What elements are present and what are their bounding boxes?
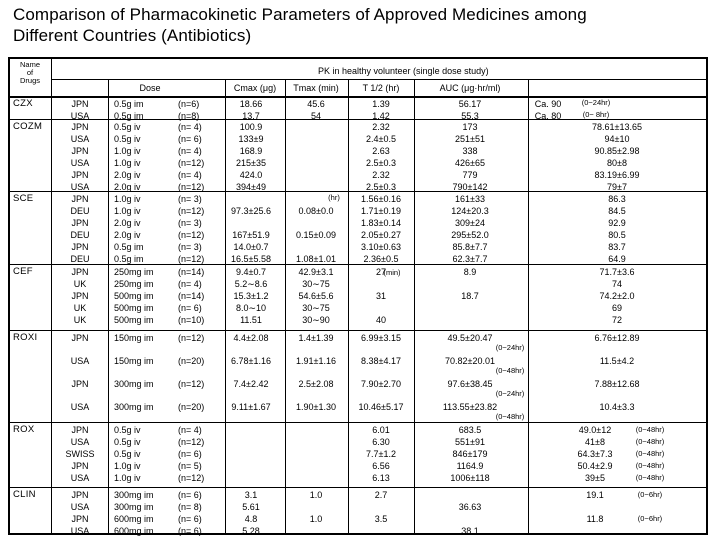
drug-name-sce: SCE [13,193,34,204]
group-separator-roxi [10,422,706,423]
row-dose: 2.0g iv [114,218,141,228]
drug-name-czx: CZX [13,98,33,109]
row-auc: 683.5 [458,425,482,435]
row-country: USA [70,502,90,512]
row-tmax: 2.5±2.08 [298,379,334,389]
row-auc-note: (0−24hr) [495,389,525,398]
row-country: JPN [71,333,89,343]
group-separator-sce [10,264,706,265]
row-n: (n= 3) [178,218,202,228]
row-cmax: 6.78±1.16 [231,356,271,366]
row-cmax: 9.4±0.7 [236,267,266,277]
row-country: JPN [71,99,89,109]
row-tmax: 1.0 [309,490,323,500]
row-auc: 36.63 [458,502,482,512]
group-separator-czx [10,119,706,120]
row-cmax: 4.8 [244,514,258,524]
row-dose: 1.0g iv [114,194,141,204]
row-t12: 6.13 [372,473,390,483]
drug-name-roxi: ROXI [13,332,38,343]
row-urine: 80.5 [608,230,626,240]
row-dose: 1.0g iv [114,146,141,156]
row-dose: 1.0g iv [114,206,141,216]
row-cmax: 394±49 [236,182,266,192]
row-country: JPN [71,194,89,204]
row-n: (n=6) [178,99,200,109]
row-t12: 2.5±0.3 [366,158,396,168]
row-tmax: 1.08±1.01 [296,254,336,264]
row-urine: 19.1 [586,490,604,500]
row-dose: 0.5g iv [114,449,141,459]
drug-name-clin: CLIN [13,489,36,500]
row-dose: 600mg im [114,514,154,524]
row-urine: 39±5 [585,473,605,483]
row-dose: 2.0g iv [114,182,141,192]
row-country: DEU [70,230,90,240]
row-dose: 250mg im [114,267,154,277]
row-urine-note: (0− 8hr) [582,110,610,119]
row-n: (n=14) [178,291,205,301]
row-dose: 1.0g iv [114,461,141,471]
row-country: JPN [71,122,89,132]
row-t12: 1.42 [372,111,390,121]
row-urine-note: (0−48hr) [635,425,665,434]
row-t12: 1.56±0.16 [361,194,401,204]
row-dose: 300mg im [114,379,154,389]
row-dose: 2.0g iv [114,230,141,240]
row-dose: 0.5g iv [114,122,141,132]
row-n: (n=14) [178,267,205,277]
row-n: (n= 4) [178,279,202,289]
row-country: USA [70,158,90,168]
row-cmax: 7.4±2.42 [233,379,269,389]
row-urine: 64.3±7.3 [577,449,613,459]
row-n: (n=12) [178,206,205,216]
pk-table [8,57,708,535]
row-cmax: 13.7 [242,111,260,121]
row-urine-note: (0−48hr) [635,437,665,446]
row-cmax: 168.9 [239,146,263,156]
row-n: (n= 6) [178,449,202,459]
group-separator-cozm [10,191,706,192]
row-country: JPN [71,218,89,228]
row-auc: 70.82±20.01 [445,356,495,366]
row-n: (n=12) [178,437,205,447]
row-n: (n= 4) [178,146,202,156]
row-urine: 74 [611,279,622,289]
row-cmax: 14.0±0.7 [233,242,269,252]
row-dose: 300mg im [114,490,154,500]
row-country: USA [70,526,90,536]
row-country: USA [70,437,90,447]
row-urine: 92.9 [608,218,626,228]
row-urine: Ca. 90 [534,99,562,109]
row-n: (n=8) [178,111,200,121]
row-n: (n=12) [178,333,205,343]
tmax-hr-unit: (hr) [328,193,340,202]
row-dose: 0.5g im [114,99,144,109]
row-auc-note: (0−48hr) [495,412,525,421]
row-dose: 1.0g iv [114,473,141,483]
row-t12: 1.83±0.14 [361,218,401,228]
row-urine-note: (0−48hr) [635,449,665,458]
row-cmax: 8.0∼10 [235,303,267,313]
row-country: SWISS [65,449,95,459]
row-n: (n= 5) [178,461,202,471]
row-auc: 1006±118 [450,473,490,483]
row-auc: 8.9 [463,267,477,277]
row-dose: 0.5g im [114,254,144,264]
row-dose: 300mg im [114,402,154,412]
row-dose: 250mg im [114,279,154,289]
row-n: (n= 6) [178,134,202,144]
row-country: JPN [71,461,89,471]
row-tmax: 1.4±1.39 [298,333,334,343]
row-n: (n= 3) [178,194,202,204]
row-n: (n=12) [178,379,205,389]
row-cmax: 133±9 [238,134,264,144]
row-auc: 85.8±7.7 [452,242,488,252]
row-urine: 80±8 [607,158,627,168]
row-urine: 10.4±3.3 [599,402,635,412]
row-auc: 790±142 [452,182,488,192]
row-urine: 71.7±3.6 [599,267,635,277]
row-urine: 11.5±4.2 [599,356,635,366]
row-dose: 500mg im [114,303,154,313]
row-t12: 27 [375,267,386,277]
row-t12: 2.32 [372,170,390,180]
row-auc: 38.1 [461,526,479,536]
row-country: UK [73,303,87,313]
row-auc: 97.6±38.45 [447,379,493,389]
row-country: DEU [70,206,90,216]
row-urine-note: (0−6hr) [637,514,663,523]
row-country: USA [70,473,90,483]
row-urine: 7.88±12.68 [594,379,640,389]
row-t12: 2.7 [374,490,388,500]
row-urine: 64.9 [608,254,626,264]
row-cmax: 215±35 [236,158,266,168]
row-n: (n= 6) [178,490,202,500]
row-t12: 6.56 [372,461,390,471]
row-cmax: 5.2∼8.6 [234,279,268,289]
row-auc: 161±33 [455,194,485,204]
row-auc: 779 [462,170,478,180]
row-urine: 41±8 [585,437,605,447]
header-t12: T 1/2 (hr) [362,83,400,93]
row-cmax: 4.4±2.08 [233,333,269,343]
row-t12: 2.36±0.5 [363,254,399,264]
row-urine: 69 [611,303,622,313]
row-n: (n=10) [178,315,205,325]
page-title [13,4,713,46]
row-dose: 600mg im [114,526,154,536]
row-country: JPN [71,170,89,180]
row-n: (n= 8) [178,502,202,512]
row-auc: 1164.9 [456,461,484,471]
row-cmax: 424.0 [239,170,263,180]
row-n: (n=12) [178,254,205,264]
row-dose: 2.0g iv [114,170,141,180]
row-cmax: 9.11±1.67 [231,402,271,412]
drug-name-cozm: COZM [13,121,43,132]
row-cmax: 5.61 [242,502,260,512]
row-tmax: 54.6±5.6 [298,291,334,301]
row-urine-note: (0−48hr) [635,461,665,470]
row-urine: 84.5 [608,206,626,216]
row-country: USA [70,134,90,144]
header-name-of-drugs: Name [19,60,40,69]
header-dose: Dose [139,83,161,93]
row-t12: 8.38±4.17 [361,356,401,366]
row-cmax: 3.1 [244,490,258,500]
row-auc: 49.5±20.47 [447,333,493,343]
row-country: JPN [71,267,89,277]
row-auc: 846±179 [452,449,488,459]
row-country: USA [70,182,90,192]
drug-name-cef: CEF [13,266,33,277]
row-dose: 300mg im [114,502,154,512]
row-tmax: 45.6 [307,99,325,109]
row-auc: 338 [462,146,478,156]
row-dose: 150mg im [114,333,154,343]
row-cmax: 5.28 [242,526,260,536]
row-tmax: 1.90±1.30 [296,402,336,412]
row-country: JPN [71,425,89,435]
row-country: JPN [71,146,89,156]
row-t12: 2.05±0.27 [361,230,401,240]
row-urine: Ca. 80 [534,111,562,121]
row-country: DEU [70,254,90,264]
row-auc: 309±24 [455,218,485,228]
row-cmax: 97.3±25.6 [231,206,271,216]
cef-t12-unit: (min) [383,268,401,277]
group-separator-cef [10,330,706,331]
row-cmax: 15.3±1.2 [233,291,269,301]
row-urine: 11.8 [586,514,604,524]
row-cmax: 18.66 [239,99,263,109]
header-name-of-drugs: of [26,68,34,77]
row-tmax: 30∼90 [302,315,330,325]
row-t12: 7.90±2.70 [361,379,401,389]
row-n: (n=12) [178,473,205,483]
row-auc-note: (0−48hr) [495,366,525,375]
row-urine: 90.85±2.98 [594,146,640,156]
row-dose: 0.5g iv [114,425,141,435]
row-t12: 3.5 [374,514,388,524]
row-dose: 0.5g iv [114,134,141,144]
row-urine: 94±10 [604,134,630,144]
row-country: JPN [71,490,89,500]
title-line-1: Comparison of Pharmacokinetic Parameters of Approved Medicines among [13,5,587,24]
row-country: USA [70,402,90,412]
row-t12: 6.01 [372,425,390,435]
row-t12: 2.4±0.5 [366,134,396,144]
row-t12: 6.30 [372,437,390,447]
row-t12: 3.10±0.63 [361,242,401,252]
row-tmax: 0.15±0.09 [296,230,336,240]
row-tmax: 42.9±3.1 [298,267,334,277]
row-n: (n=20) [178,402,205,412]
header-name-of-drugs: Drugs [19,76,40,85]
row-dose: 0.5g im [114,242,144,252]
row-auc: 18.7 [461,291,479,301]
header-tmax: Tmax (min) [293,83,339,93]
row-urine: 74.2±2.0 [599,291,635,301]
row-urine: 78.61±13.65 [592,122,642,132]
row-auc: 251±51 [455,134,485,144]
row-auc: 124±20.3 [451,206,489,216]
row-t12: 2.63 [372,146,390,156]
row-t12: 1.39 [372,99,390,109]
row-country: UK [73,279,87,289]
row-urine-note: (0−48hr) [635,473,665,482]
row-country: USA [70,111,90,121]
row-t12: 6.99±3.15 [361,333,401,343]
row-tmax: 30∼75 [302,303,330,313]
row-urine: 49.0±12 [578,425,612,435]
row-t12: 10.46±5.17 [358,402,404,412]
row-dose: 0.5g iv [114,437,141,447]
row-auc: 295±52.0 [451,230,489,240]
row-auc: 426±65 [455,158,485,168]
row-urine: 50.4±2.9 [577,461,613,471]
row-tmax: 1.91±1.16 [296,356,336,366]
row-n: (n= 6) [178,526,202,536]
row-auc: 55.3 [461,111,479,121]
header-cmax: Cmax (μg) [233,83,277,93]
row-t12: 31 [375,291,386,301]
row-n: (n=12) [178,182,205,192]
row-country: JPN [71,242,89,252]
row-dose: 0.5g im [114,111,144,121]
row-n: (n=12) [178,230,205,240]
row-dose: 1.0g iv [114,158,141,168]
row-n: (n=12) [178,158,205,168]
row-n: (n= 4) [178,425,202,435]
row-country: UK [73,315,87,325]
row-auc: 173 [462,122,478,132]
row-t12: 40 [375,315,386,325]
row-urine: 6.76±12.89 [594,333,640,343]
row-cmax: 11.51 [240,315,262,325]
row-auc-note: (0−24hr) [495,343,525,352]
row-auc: 56.17 [458,99,482,109]
row-t12: 2.5±0.3 [366,182,396,192]
row-tmax: 1.0 [309,514,323,524]
row-urine: 83.7 [608,242,626,252]
row-auc: 113.55±23.82 [442,402,498,412]
row-urine: 83.19±6.99 [594,170,640,180]
row-cmax: 100.9 [239,122,263,132]
row-urine: 86.3 [608,194,626,204]
drug-name-rox: ROX [13,424,35,435]
pk-header-divider [51,79,706,80]
row-n: (n= 3) [178,242,202,252]
row-dose: 150mg im [114,356,154,366]
row-country: JPN [71,291,89,301]
row-t12: 1.71±0.19 [361,206,401,216]
row-t12: 7.7±1.2 [366,449,396,459]
row-n: (n= 4) [178,170,202,180]
row-n: (n= 4) [178,122,202,132]
row-urine: 79±7 [607,182,627,192]
row-cmax: 16.5±5.58 [231,254,271,264]
row-n: (n=20) [178,356,205,366]
row-country: JPN [71,379,89,389]
row-urine: 72 [611,315,622,325]
group-separator-rox [10,487,706,488]
header-pk-title: PK in healthy volunteer (single dose study) [318,66,489,76]
row-urine-note: (0−24hr) [581,98,611,107]
row-auc: 551±91 [455,437,485,447]
row-tmax: 0.08±0.0 [298,206,334,216]
row-urine-note: (0−6hr) [637,490,663,499]
row-t12: 2.32 [372,122,390,132]
header-auc: AUC (μg·hr/ml) [439,83,501,93]
row-cmax: 167±51.9 [232,230,270,240]
row-dose: 500mg im [114,315,154,325]
row-country: JPN [71,514,89,524]
row-country: USA [70,356,90,366]
row-tmax: 54 [310,111,321,121]
row-auc: 62.3±7.7 [452,254,488,264]
row-n: (n= 6) [178,514,202,524]
row-tmax: 30∼75 [302,279,330,289]
row-dose: 500mg im [114,291,154,301]
row-n: (n= 6) [178,303,202,313]
title-line-2: Different Countries (Antibiotics) [13,26,252,45]
